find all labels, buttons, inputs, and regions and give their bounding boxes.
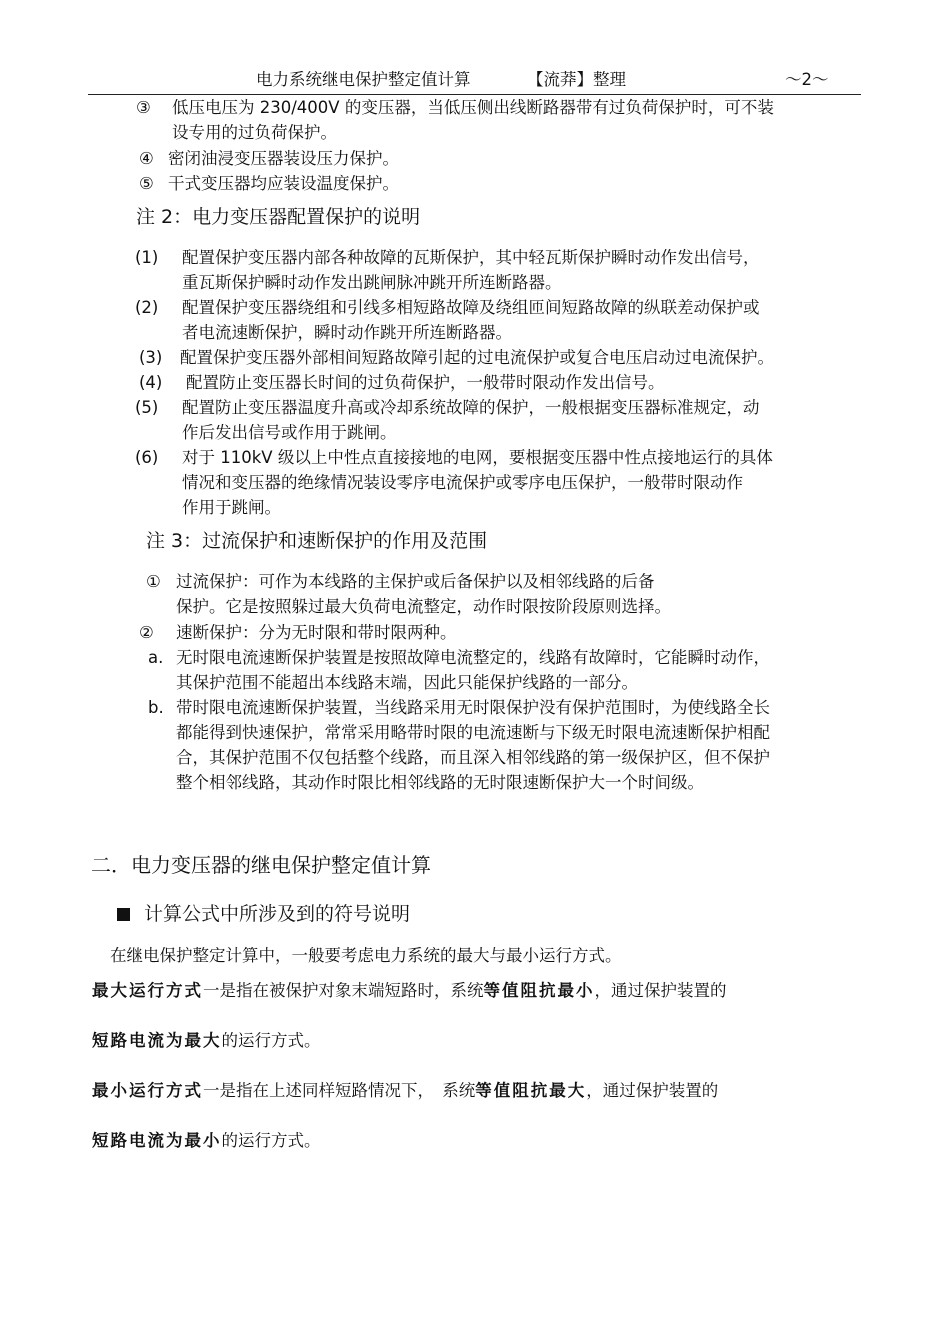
- paragraph-text: 的运行方式。: [221, 1131, 321, 1150]
- intro-paragraph: 在继电保护整定计算中，一般要考虑电力系统的最大与最小运行方式。: [110, 946, 622, 965]
- list-marker: (6): [135, 448, 159, 467]
- list-item-text: 合，其保护范围不仅包括整个线路，而且深入相邻线路的第一级保护区，但不保护: [176, 748, 770, 767]
- term-max-current: 短路电流为最大: [92, 1031, 222, 1050]
- list-marker: (1): [135, 248, 159, 267]
- list-item-text: 配置保护变压器内部各种故障的瓦斯保护，其中轻瓦斯保护瞬时动作发出信号，: [182, 248, 760, 267]
- list-item-text: 无时限电流速断保护装置是按照故障电流整定的，线路有故障时，它能瞬时动作，: [176, 648, 770, 667]
- square-bullet-icon: [117, 908, 130, 921]
- list-item-text: 配置保护变压器外部相间短路故障引起的过电流保护或复合电压启动过电流保护。: [180, 348, 774, 367]
- list-marker: b.: [148, 698, 164, 717]
- min-mode-paragraph-cont: [92, 1129, 321, 1153]
- term-max-mode: 最大运行方式: [92, 981, 203, 1000]
- list-marker: ②: [139, 623, 154, 642]
- list-item-text: 者电流速断保护，瞬时动作跳开所连断路器。: [182, 323, 512, 342]
- term-max-impedance: 等值阻抗最大: [475, 1081, 587, 1100]
- list-item-text: 干式变压器均应装设温度保护。: [168, 174, 399, 193]
- note3-heading: 注 3：过流保护和速断保护的作用及范围: [146, 530, 488, 552]
- paragraph-text: 的运行方式。: [221, 1031, 321, 1050]
- min-mode-paragraph: [92, 1079, 718, 1103]
- list-item-text: 重瓦斯保护瞬时动作发出跳闸脉冲跳开所连断路器。: [182, 273, 562, 292]
- list-marker: (5): [135, 398, 159, 417]
- term-min-mode: 最小运行方式: [92, 1081, 203, 1100]
- list-item-text: 带时限电流速断保护装置，当线路采用无时限保护没有保护范围时，为使线路全长: [176, 698, 770, 717]
- list-marker: ③: [136, 98, 151, 117]
- list-item-text: 过流保护：可作为本线路的主保护或后备保护以及相邻线路的后备: [176, 572, 655, 591]
- paragraph-text: ，通过保护装置的: [586, 1081, 719, 1100]
- list-item-text: 对于 110kV 级以上中性点直接接地的电网，要根据变压器中性点接地运行的具体: [182, 448, 773, 467]
- subsection-heading: [117, 900, 410, 928]
- list-marker: a.: [148, 648, 164, 667]
- max-mode-paragraph-cont: [92, 1029, 321, 1053]
- paragraph-text: 一是指在上述同样短路情况下， 系统: [203, 1081, 476, 1100]
- list-item-text: 保护。它是按照躲过最大负荷电流整定，动作时限按阶段原则选择。: [176, 597, 671, 616]
- section-heading: 二．电力变压器的继电保护整定值计算: [91, 853, 431, 877]
- list-item-text: 配置保护变压器绕组和引线多相短路故障及绕组匝间短路故障的纵联差动保护或: [182, 298, 760, 317]
- header-page-number: ～2～: [785, 70, 829, 89]
- paragraph-text: ，通过保护装置的: [594, 981, 727, 1000]
- term-min-current: 短路电流为最小: [92, 1131, 222, 1150]
- subsection-heading-text: 计算公式中所涉及到的符号说明: [144, 903, 411, 925]
- list-item-text: 其保护范围不能超出本线路末端，因此只能保护线路的一部分。: [176, 673, 638, 692]
- list-item-text: 情况和变压器的绝缘情况装设零序电流保护或零序电压保护，一般带时限动作: [182, 473, 743, 492]
- list-item-text: 配置防止变压器长时间的过负荷保护，一般带时限动作发出信号。: [186, 373, 665, 392]
- header-title: 电力系统继电保护整定值计算: [256, 70, 471, 89]
- list-item-text: 作用于跳闸。: [182, 498, 281, 517]
- header-author: 【流莽】整理: [527, 70, 626, 89]
- list-marker: (2): [135, 298, 159, 317]
- list-item-text: 配置防止变压器温度升高或冷却系统故障的保护，一般根据变压器标准规定，动: [182, 398, 760, 417]
- max-mode-paragraph: [92, 979, 727, 1003]
- list-marker: ④: [139, 149, 154, 168]
- header-rule: [88, 94, 861, 95]
- list-item-text: 作后发出信号或作用于跳闸。: [182, 423, 397, 442]
- list-marker: (3): [139, 348, 163, 367]
- list-item-text: 整个相邻线路，其动作时限比相邻线路的无时限速断保护大一个时间级。: [176, 773, 704, 792]
- list-marker: (4): [139, 373, 163, 392]
- note2-heading: 注 2：电力变压器配置保护的说明: [136, 206, 421, 228]
- list-marker: ①: [146, 572, 161, 591]
- list-item-text: 低压电压为 230/400V 的变压器，当低压侧出线断路器带有过负荷保护时，可不装: [172, 98, 774, 117]
- list-item-text: 密闭油浸变压器装设压力保护。: [168, 149, 399, 168]
- list-marker: ⑤: [139, 174, 154, 193]
- list-item-text: 都能得到快速保护，常常采用略带时限的电流速断与下级无时限电流速断保护相配: [176, 723, 770, 742]
- paragraph-text: 一是指在被保护对象末端短路时，系统: [203, 981, 484, 1000]
- list-item-text: 设专用的过负荷保护。: [172, 123, 337, 142]
- list-item-text: 速断保护：分为无时限和带时限两种。: [176, 623, 457, 642]
- term-min-impedance: 等值阻抗最小: [483, 981, 595, 1000]
